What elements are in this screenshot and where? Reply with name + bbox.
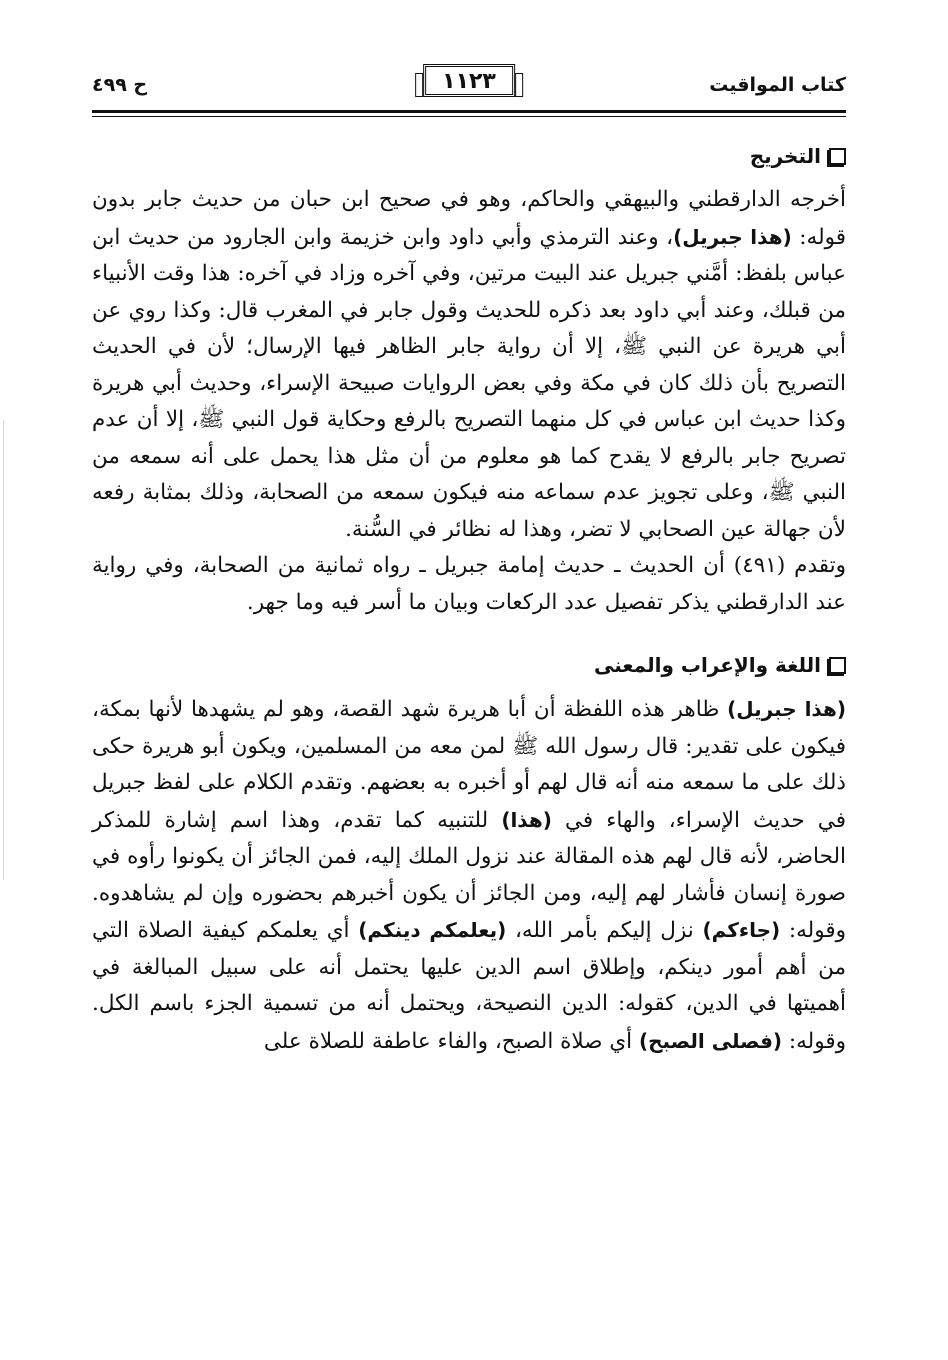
- paragraph: وتقدم (٤٩١) أن الحديث ـ حديث إمامة جبريل ـ رواه ثمانية من الصحابة، وفي رواية عند الدارقطني يذكر تفصيل عدد الركعات وبيان ما أسر فيه وما جهر.: [92, 553, 847, 615]
- section-heading-label: التخريج: [749, 144, 821, 168]
- highlighted-phrase: (فصلى الصبح): [638, 1028, 783, 1053]
- book-title: كتاب المواقيت: [709, 74, 846, 96]
- header-rule-thin: [92, 116, 846, 117]
- section-heading-language: [92, 647, 846, 683]
- section-heading-label: اللغة والإعراب والمعنى: [593, 653, 821, 677]
- scan-margin-line: [3, 420, 4, 880]
- paragraph: أخرجه الدارقطني والبيهقي والحاكم، وهو في صحيح ابن حبان من حديث جابر بدون قوله: (هذا جبريل)، وعند الترمذي وأبي داود وابن خزيمة وابن الجارود من حديث ابن عباس بلفظ: أمَّني جبريل عند البيت مرتين، وفي آخره وزاد في آخره: هذا وقت الأنبياء من قبلك، وعند أبي داود بعد ذكره للحديث وقول جابر في المغرب قال: وكذا روي عن أبي هريرة عن النبي ﷺ، إلا أن رواية جابر الظاهر فيها الإرسال؛ لأن في الحديث التصريح بأن ذلك كان في مكة وفي بعض الروايات صبيحة الإسراء، وحديث أبي هريرة وكذا حديث ابن عباس في كل منهما التصريح بالرفع وحكاية قول النبي ﷺ، إلا أن عدم تصريح جابر بالرفع لا يقدح كما هو معلوم من أن مثل هذا يحمل على أنه سمعه من النبي ﷺ، وعلى تجويز عدم سماعه منه فيكون سمعه من الصحابة، وذلك بمثابة رفعه لأن جهالة عين الصحابي لا تضر، وهذا له نظائر في السُّنة.: [92, 187, 847, 542]
- highlighted-phrase: (هذا): [501, 807, 552, 832]
- highlighted-phrase: (هذا جبريل): [673, 224, 792, 249]
- highlighted-phrase: (هذا جبريل): [727, 697, 846, 721]
- page-content: [92, 138, 846, 1060]
- section-heading-takhrij: [92, 138, 846, 174]
- square-bullet-icon: [829, 657, 846, 674]
- paragraph: (هذا جبريل) ظاهر هذه اللفظة أن أبا هريرة شهد القصة، وهو لم يشهدها لأنها بمكة، فيكون على تقدير: قال رسول الله ﷺ لمن معه من المسلمين، ويكون أبو هريرة حكى ذلك على ما سمعه منه أنه قال لهم أو أخبره به بعضهم. وتقدم الكلام على لفظ جبريل في حديث الإسراء، والهاء في (هذا) للتنبيه كما تقدم، وهذا اسم إشارة للمذكر الحاضر، لأنه قال لهم هذه المقالة عند نزول الملك إليه، فمن الجائز أن يكونوا رأوه في صورة إنسان فأشار لهم إليه، ومن الجائز أن يكون أخبرهم بحضوره وإن لم يشاهدوه. وقوله: (جاءكم) نزل إليكم بأمر الله، (يعلمكم دينكم) أي يعلمكم كيفية الصلاة التي من أهم أمور دينكم، وإطلاق اسم الدين عليها يحتمل أنه على سبيل المبالغة في أهميتها في الدين، كقوله: الدين النصيحة، ويحتمل أنه من تسمية الجزء باسم الكل. وقوله: (فصلى الصبح) أي صلاة الصبح، والفاء عاطفة للصلاة على: [92, 697, 846, 1054]
- highlighted-phrase: (جاءكم): [702, 918, 781, 942]
- page-number: ١١٢٣: [423, 64, 515, 97]
- header-rule: [92, 110, 846, 113]
- highlighted-phrase: (يعلمكم دينكم): [358, 918, 507, 942]
- running-header: [92, 60, 846, 110]
- hadith-reference: ح ٤٩٩: [92, 74, 148, 96]
- square-bullet-icon: [829, 148, 846, 165]
